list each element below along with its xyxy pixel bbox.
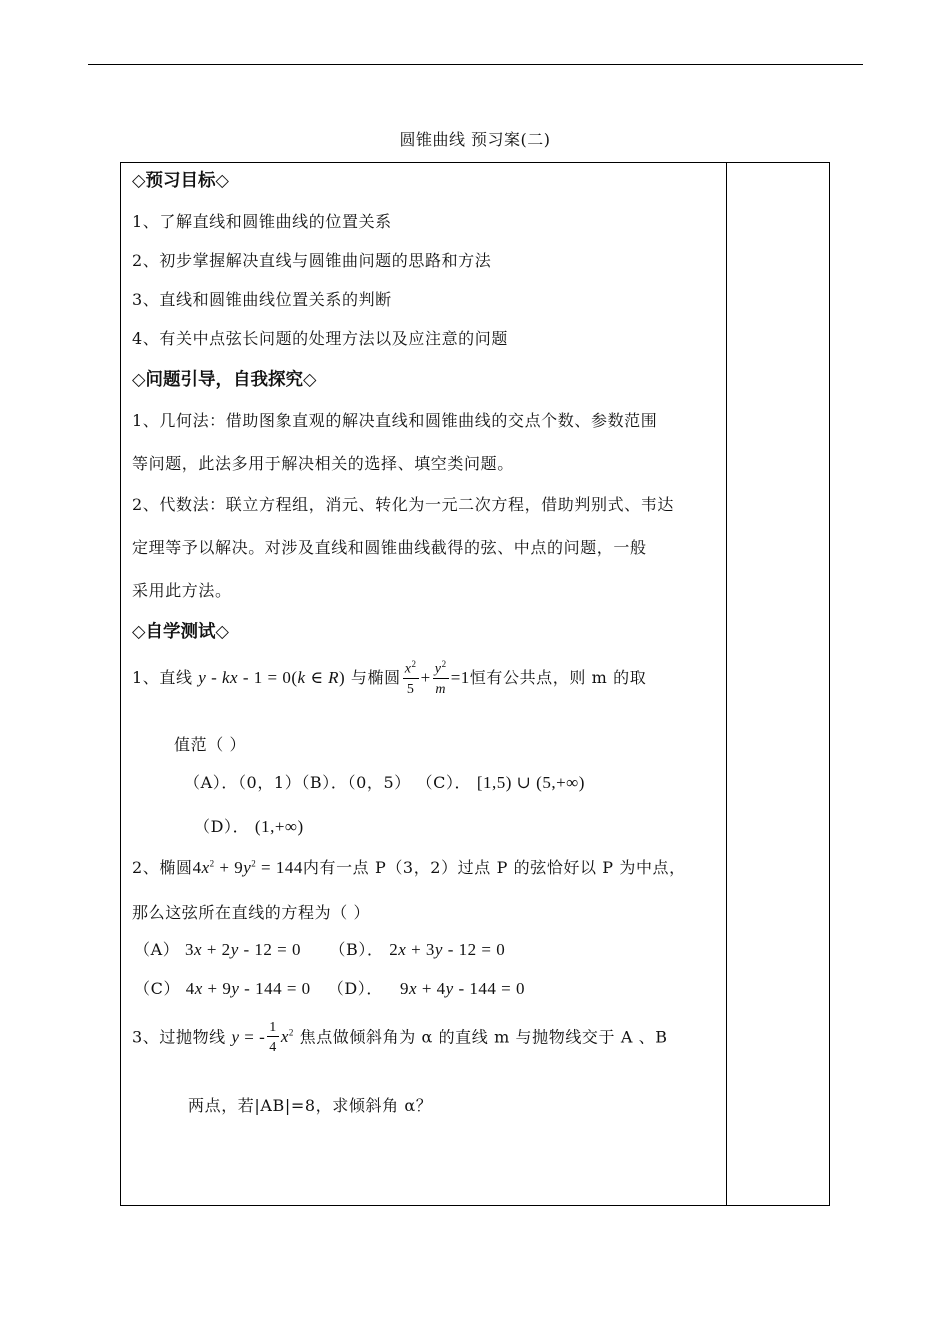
goal-item-4: 4、有关中点弦长问题的处理方法以及应注意的问题 [132, 329, 508, 348]
q2-options-ab [134, 937, 505, 960]
q1-option-d [194, 814, 304, 837]
q3-parabola-equation: y = - [231, 1027, 266, 1047]
section-heading-goals: ◇预习目标◇ [132, 171, 229, 191]
question-1: 1、直线 y - kx - 1 = 0(k ∈ R) 与椭圆 $\frac{x^2}{5}$ + $\frac{y^2}{m}$ =1恒有公共点，则 m 的取 [132, 659, 647, 698]
q1-suffix: 恒有公共点，则 m 的取 [469, 668, 647, 688]
method-algebra-line-1: 2、代数法：联立方程组，消元、转化为一元二次方程，借助判别式、韦达 [132, 495, 674, 514]
q2-ellipse-equation: $4x^2 + 9y^2 = 144$ [192, 858, 303, 877]
q2-option-a-label: （A） [134, 940, 180, 959]
q3-suffix: 焦点做倾斜角为 α 的直线 m 与抛物线交于 A 、B [299, 1027, 668, 1047]
q2-line-2: 那么这弦所在直线的方程为（ ） [132, 903, 371, 922]
q1-frac-x: $\frac{x^2}{5}$ [404, 659, 417, 698]
q1-options-label: （A）．（0，1）（B）．（0，5） （C）． [184, 773, 472, 792]
method-geometry-line-1: 1、几何法：借助图象直观的解决直线和圆锥曲线的交点个数、参数范围 [132, 411, 658, 430]
table-column-divider [726, 162, 727, 1206]
q2-suffix: 内有一点 P（3，2）过点 P 的弦恰好以 P 为中点， [302, 858, 686, 877]
method-algebra-line-3: 采用此方法。 [132, 581, 232, 600]
q2-options-cd [134, 976, 525, 999]
q2-option-b-value: 2x + 3y - 12 = 0 [389, 940, 506, 959]
goal-item-2: 2、初步掌握解决直线与圆锥曲问题的思路和方法 [132, 251, 492, 270]
section-heading-inquiry: ◇问题引导，自我探究◇ [132, 370, 317, 390]
question-2 [132, 855, 686, 878]
method-geometry-line-2: 等问题，此法多用于解决相关的选择、填空类问题。 [132, 454, 514, 473]
q2-option-b-label: （B）． [329, 940, 384, 959]
q1-frac-y: $\frac{y^2}{m}$ [434, 659, 447, 698]
q1-option-d-label: （D）． [194, 817, 250, 836]
method-algebra-line-2: 定理等予以解决。对涉及直线和圆锥曲线截得的弦、中点的问题，一般 [132, 538, 647, 557]
q2-prefix: 2、椭圆 [132, 858, 193, 877]
q1-line-equation: y - kx - 1 = 0(k ∈ R) [198, 668, 346, 688]
q1-line-2: 值范（ ） [174, 735, 247, 754]
goal-item-3: 3、直线和圆锥曲线位置关系的判断 [132, 290, 392, 309]
q2-option-d-label: （D）． [327, 979, 383, 998]
q1-option-d-value: (1,+∞) [254, 817, 304, 836]
q3-frac: $\frac{1}{4}$ [269, 1020, 277, 1056]
page-title: 圆锥曲线 预习案(二) [399, 130, 551, 149]
header-rule [88, 64, 863, 65]
q2-option-c-label: （C） [134, 979, 181, 998]
question-3: 3、过抛物线 y = - $\frac{1}{4}$ $x^2$ 焦点做倾斜角为 α 的直线 m 与抛物线交于 A 、B [132, 1020, 668, 1056]
q3-line-2: 两点，若|AB|=8，求倾斜角 α？ [188, 1096, 433, 1115]
q3-prefix: 3、过抛物线 [132, 1027, 226, 1047]
q2-option-a-value: 3x + 2y - 12 = 0 [185, 940, 301, 959]
q2-option-c-value: 4x + 9y - 144 = 0 [185, 979, 311, 998]
q1-options-abc [184, 770, 585, 793]
goal-item-1: 1、了解直线和圆锥曲线的位置关系 [132, 212, 392, 231]
q1-prefix: 1、直线 [132, 668, 193, 688]
q1-mid: 与椭圆 [350, 668, 401, 688]
section-heading-selftest: ◇自学测试◇ [132, 622, 229, 642]
q1-option-c-value: [1,5) ∪ (5,+∞) [476, 773, 585, 792]
q2-option-d-value: 9x + 4y - 144 = 0 [400, 979, 525, 998]
